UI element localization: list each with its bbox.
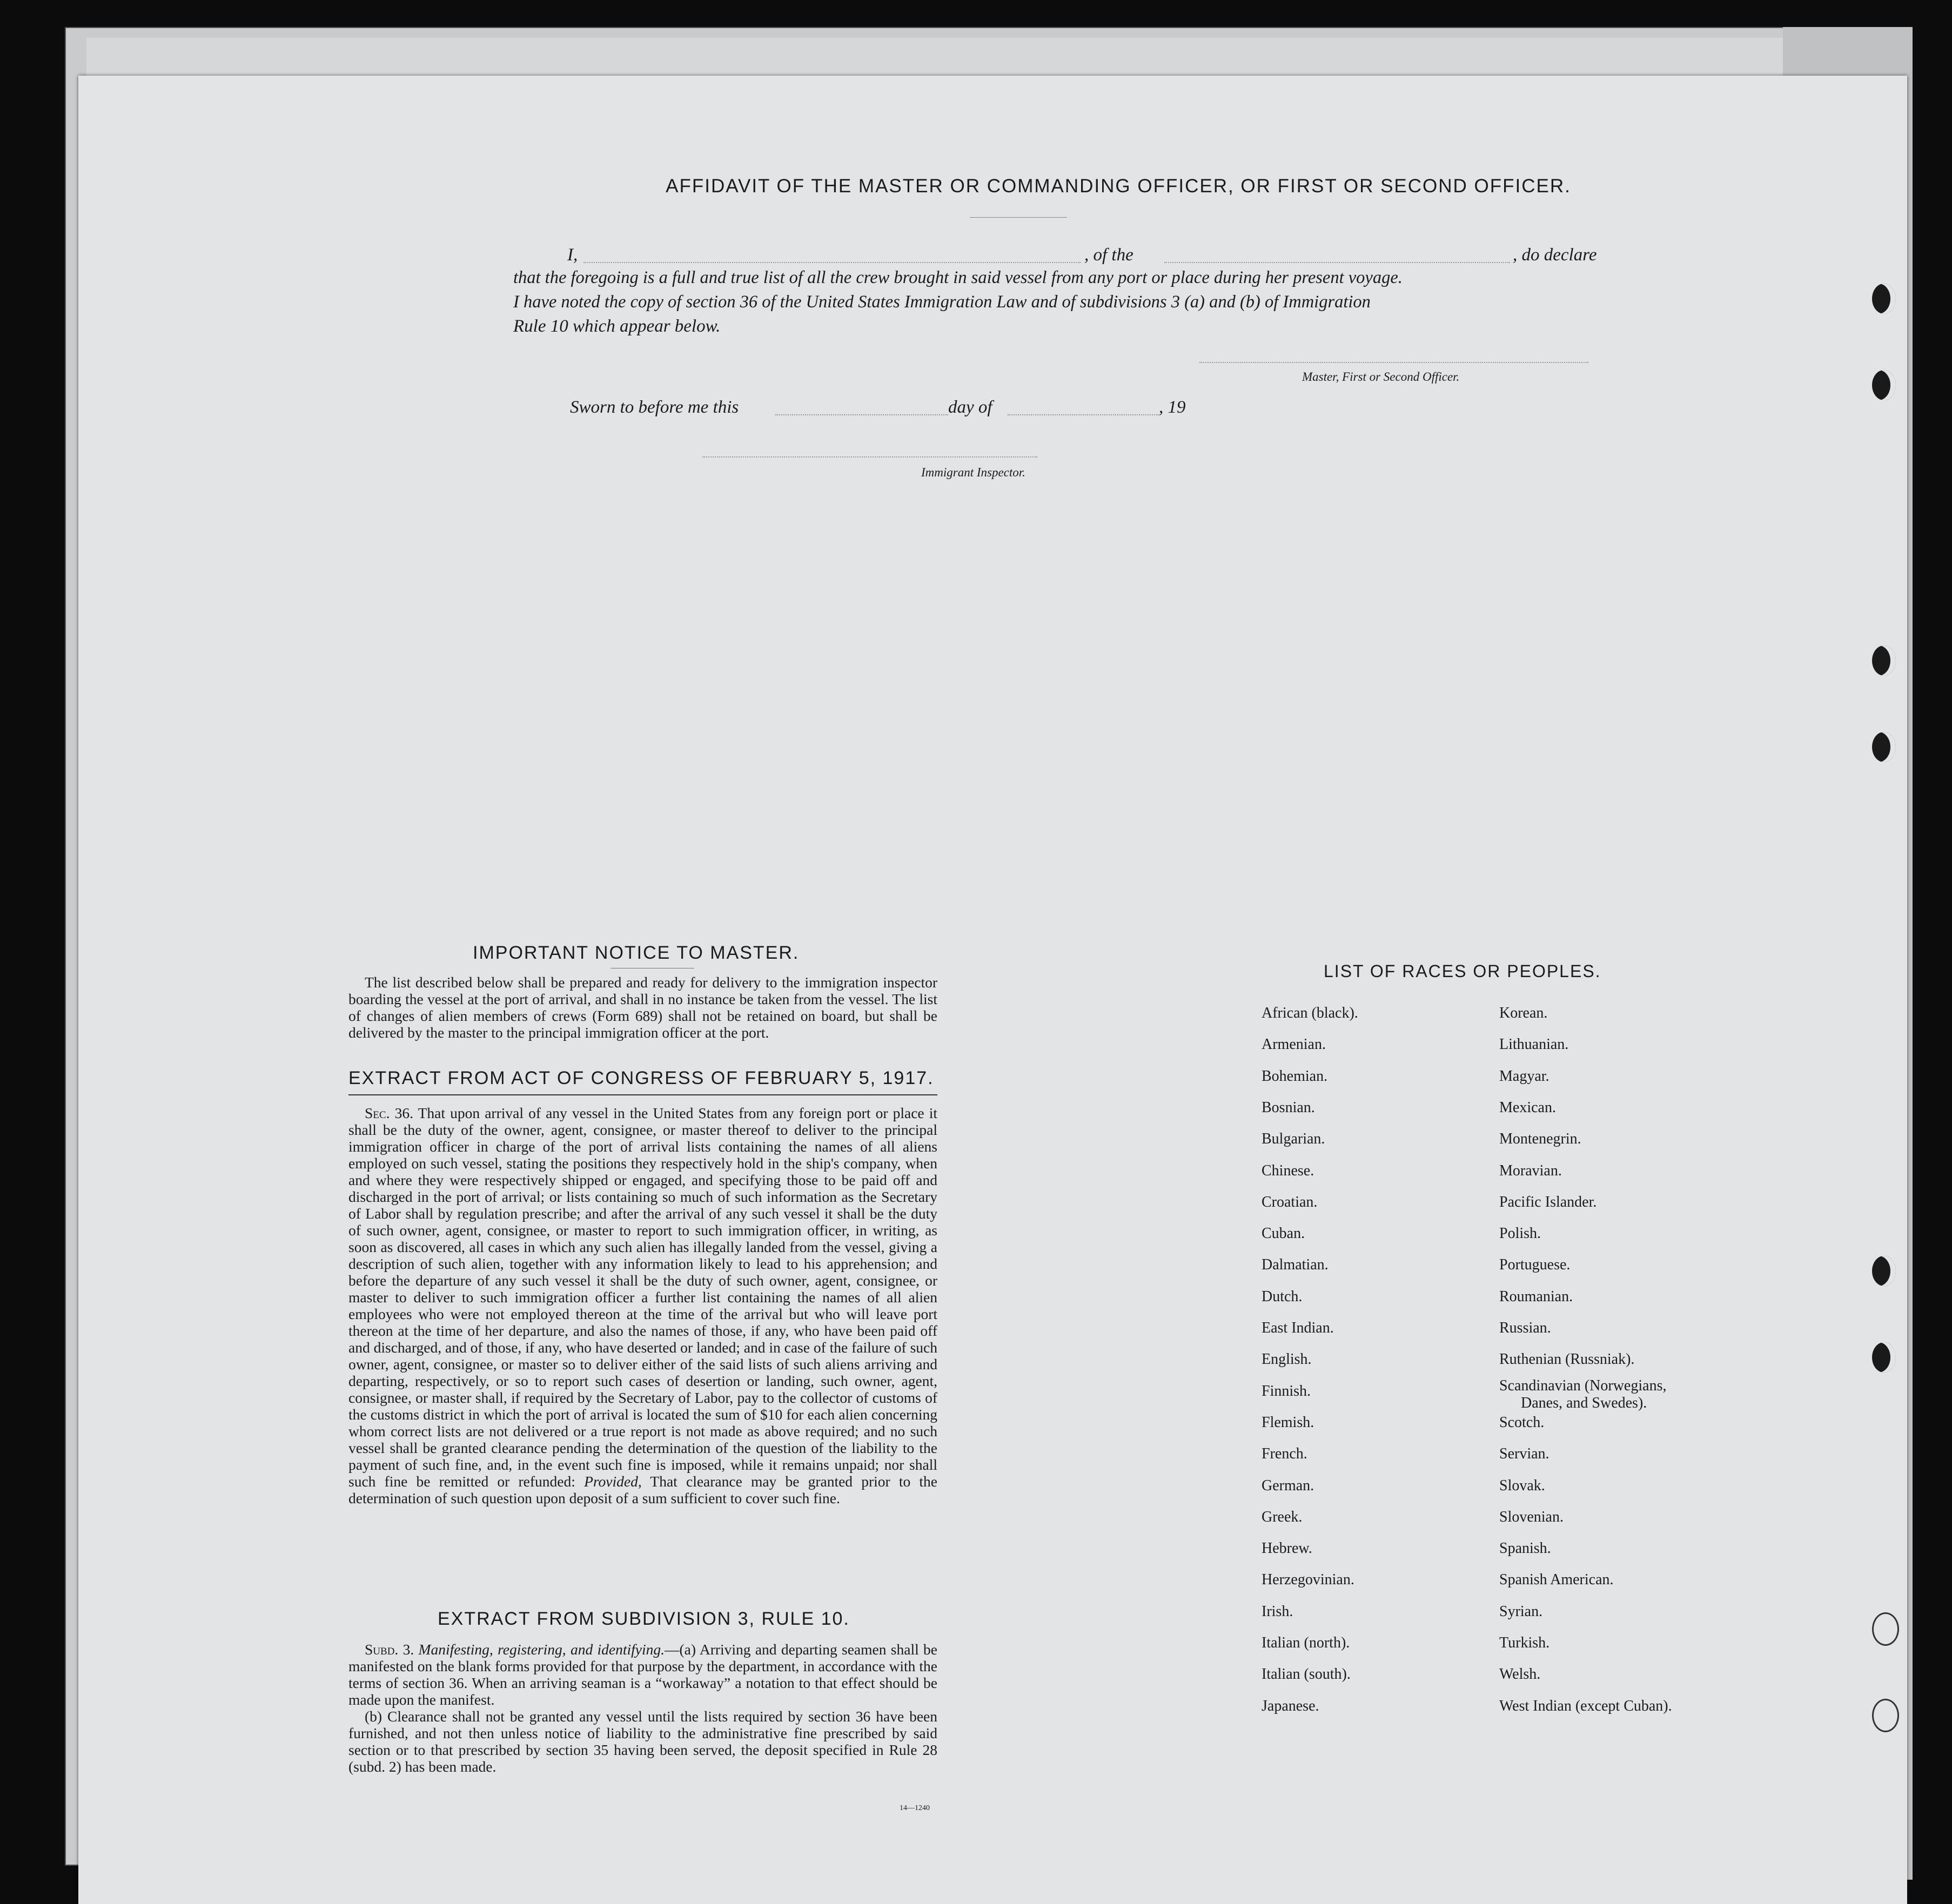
subd-heading: Manifesting, registering, and identifying.: [418, 1641, 665, 1658]
race-right-item: Portuguese.: [1499, 1256, 1571, 1274]
sworn-month-blank: [1008, 414, 1159, 415]
race-right-item: Roumanian.: [1499, 1288, 1573, 1305]
notice-paragraph: The list described below shall be prepared and ready for delivery to the immigration inspector boarding the vessel at the port of arrival, and shall in no instance be taken from the vessel. The list of changes of alien members of crews (Form 689) shall not be retained on board, but shall be delivered by the master to the principal immigration officer at the port.: [348, 974, 937, 1041]
race-left-item: Herzegovinian.: [1262, 1571, 1354, 1589]
section-36-text-end: That clearance may be granted prior to the determination of such question upon deposit of a sum sufficient to cover such fine.: [348, 1473, 937, 1506]
subd-a-paragraph: [348, 1641, 937, 1708]
race-right-item: Spanish American.: [1499, 1571, 1614, 1589]
manifest-back-page: [78, 76, 1907, 1904]
race-right-item: Montenegrin.: [1499, 1131, 1581, 1148]
race-right-item: Ruthenian (Russniak).: [1499, 1351, 1635, 1368]
punch-hole: [1872, 1256, 1896, 1286]
punch-hole: [1872, 645, 1896, 676]
sworn-day-blank: [775, 414, 948, 415]
race-left-item: African (black).: [1262, 1005, 1358, 1021]
subd-b-paragraph: (b) Clearance shall not be granted any vessel until the lists required by section 36 have been furnished, and not then unless notice of liability to the administrative fine prescribed by said section or to that prescribed by section 35 having been served, the deposit specified in Rule 28 (subd. 2) has been made.: [348, 1708, 937, 1775]
name-blank: [583, 262, 1081, 263]
race-left-item: Finnish.: [1262, 1382, 1311, 1400]
race-left-item: Armenian.: [1262, 1036, 1326, 1053]
subd-a-text: —(a) Arriving and departing seamen shall be manifested on the blank forms provided for that purpose by the department, in accordance with the terms of section 36. When an arriving seaman is a “workaway” a notation to that effect should be made upon the manifest.: [348, 1641, 937, 1708]
race-right-item: Moravian.: [1499, 1162, 1562, 1179]
affidavit-line-2: that the foregoing is a full and true list of all the crew brought in said vessel from any port or place during her present voyage.: [513, 268, 1403, 287]
affidavit-i-label: I,: [567, 245, 578, 265]
affidavit-line-4: Rule 10 which appear below.: [513, 317, 721, 336]
inspector-caption: Immigrant Inspector.: [921, 466, 1025, 479]
punch-hole: [1872, 370, 1896, 400]
race-left-item: Dalmatian.: [1262, 1256, 1329, 1274]
race-right-item: West Indian (except Cuban).: [1499, 1697, 1672, 1714]
race-left-item: East Indian.: [1262, 1320, 1334, 1336]
section-36-text: That upon arrival of any vessel in the United States from any foreign port or place it shall be the duty of the owner, agent, consignee, or master thereof to deliver to the principal immigration officer in charge of the port of arrival lists containing the names of all aliens employed on such vessel, stating the positions they respectively hold in the ship's company, when and where they were respectively shipped or engaged, and specifying those to be paid off and discharged in the port of arrival; or lists containing so much of such information as the Secretary of Labor shall by regulation prescribe; and after the arrival of any such vessel it shall be the duty of such owner, agent, consignee, or master to report to such immigration officer, in writing, as soon as discovered, all cases in which any such alien has illegally landed from the vessel, giving a description of such alien, together with any information likely to lead to his apprehension; and before the departure of any such vessel it shall be the duty of such owner, agent, consignee, or master to deliver to such immigration officer a further list containing the names of all alien employees who were not employed thereon at the time of the arrival but who will leave port thereon at the time of her departure, and also the names of those, if any, who have been paid off and discharged, and of those, if any, who have deserted or landed; and in case of the failure of such owner, agent, consignee, or master so to deliver either of the said lists of such aliens arriving and departing, respectively, or so to report such cases of desertion or landing, such owner, agent, consignee, or master shall, if required by the Secretary of Labor, pay to the collector of customs of the customs district in which the port of arrival is located the sum of $10 for each alien concerning whom correct lists are not delivered or a true report is not made as above required; and no such vessel shall be granted clearance pending the determination of the question of the liability to the payment of such fine, and, in the event such fine is imposed, while it remains unpaid; nor shall such fine be remitted or refunded:: [348, 1105, 937, 1490]
race-right-item: Scandinavian (Norwegians,: [1499, 1377, 1667, 1394]
title-rule: [970, 217, 1067, 218]
form-code: 14—1240: [900, 1804, 930, 1812]
race-right-item: Slovenian.: [1499, 1508, 1564, 1525]
race-left-item: Bohemian.: [1262, 1067, 1328, 1085]
race-left-item: Greek.: [1262, 1508, 1303, 1525]
race-right-item: Slovak.: [1499, 1477, 1545, 1494]
day-of-label: day of: [948, 398, 992, 417]
race-left-item: Japanese.: [1262, 1697, 1319, 1714]
act-extract-text: [348, 1105, 937, 1506]
race-left-item: Italian (north).: [1262, 1634, 1350, 1651]
affidavit-of-the: , of the: [1084, 245, 1133, 265]
race-right-item: Syrian.: [1499, 1603, 1543, 1620]
provided-word: Provided,: [584, 1473, 642, 1490]
race-right-item: Polish.: [1499, 1225, 1541, 1242]
races-title: LIST OF RACES OR PEOPLES.: [1324, 961, 1601, 981]
inspector-signature-line: [702, 456, 1037, 458]
race-left-item: Chinese.: [1262, 1162, 1314, 1179]
punch-hole-open: [1872, 1612, 1899, 1646]
sworn-label: Sworn to before me this: [570, 398, 739, 417]
vessel-blank: [1164, 262, 1510, 263]
race-left-item: German.: [1262, 1477, 1314, 1494]
subd-label: Subd. 3.: [365, 1641, 414, 1658]
race-left-item: Italian (south).: [1262, 1666, 1351, 1683]
race-right-item: Russian.: [1499, 1320, 1551, 1336]
race-right-item: Servian.: [1499, 1445, 1549, 1463]
rule-extract-text: [348, 1641, 937, 1775]
notice-title: IMPORTANT NOTICE TO MASTER.: [473, 943, 800, 963]
race-scandinavian-continuation: Danes, and Swedes).: [1521, 1394, 1647, 1411]
act-extract-title: EXTRACT FROM ACT OF CONGRESS OF FEBRUARY 5, 1917.: [348, 1068, 934, 1088]
race-right-item: Spanish.: [1499, 1540, 1551, 1557]
race-left-item: Flemish.: [1262, 1414, 1314, 1431]
race-left-item: English.: [1262, 1351, 1312, 1368]
race-left-item: Croatian.: [1262, 1193, 1318, 1210]
affidavit-do-declare: , do declare: [1513, 245, 1597, 265]
master-caption: Master, First or Second Officer.: [1302, 370, 1460, 384]
race-left-item: Cuban.: [1262, 1225, 1305, 1242]
punch-hole: [1872, 1342, 1896, 1373]
race-right-item: Magyar.: [1499, 1067, 1549, 1085]
sec-label: Sec. 36.: [365, 1105, 413, 1121]
race-left-item: French.: [1262, 1445, 1307, 1463]
race-left-item: Dutch.: [1262, 1288, 1303, 1305]
race-right-item: Turkish.: [1499, 1634, 1550, 1651]
year-label: , 19: [1159, 398, 1186, 417]
affidavit-line-3: I have noted the copy of section 36 of the United States Immigration Law and of subdivisions 3 (a) and (b) of Immigration: [513, 292, 1371, 312]
race-right-item: Welsh.: [1499, 1666, 1541, 1683]
act-extract-rule: [348, 1094, 937, 1095]
race-left-item: Bulgarian.: [1262, 1131, 1325, 1148]
race-right-item: Lithuanian.: [1499, 1036, 1569, 1053]
affidavit-title: AFFIDAVIT OF THE MASTER OR COMMANDING OFFICER, OR FIRST OR SECOND OFFICER.: [666, 176, 1571, 197]
master-signature-line: [1199, 362, 1588, 363]
race-right-item: Mexican.: [1499, 1099, 1556, 1116]
race-right-item: Pacific Islander.: [1499, 1193, 1597, 1210]
race-right-item: Scotch.: [1499, 1414, 1545, 1431]
punch-hole-open: [1872, 1699, 1899, 1732]
notice-text: [348, 974, 937, 1041]
punch-hole: [1872, 284, 1896, 314]
rule-extract-title: EXTRACT FROM SUBDIVISION 3, RULE 10.: [438, 1609, 850, 1629]
race-left-item: Hebrew.: [1262, 1540, 1312, 1557]
punch-hole: [1872, 732, 1896, 762]
race-left-item: Bosnian.: [1262, 1099, 1315, 1116]
race-left-item: Irish.: [1262, 1603, 1293, 1620]
section-36-paragraph: [348, 1105, 937, 1506]
race-right-item: Korean.: [1499, 1005, 1548, 1021]
